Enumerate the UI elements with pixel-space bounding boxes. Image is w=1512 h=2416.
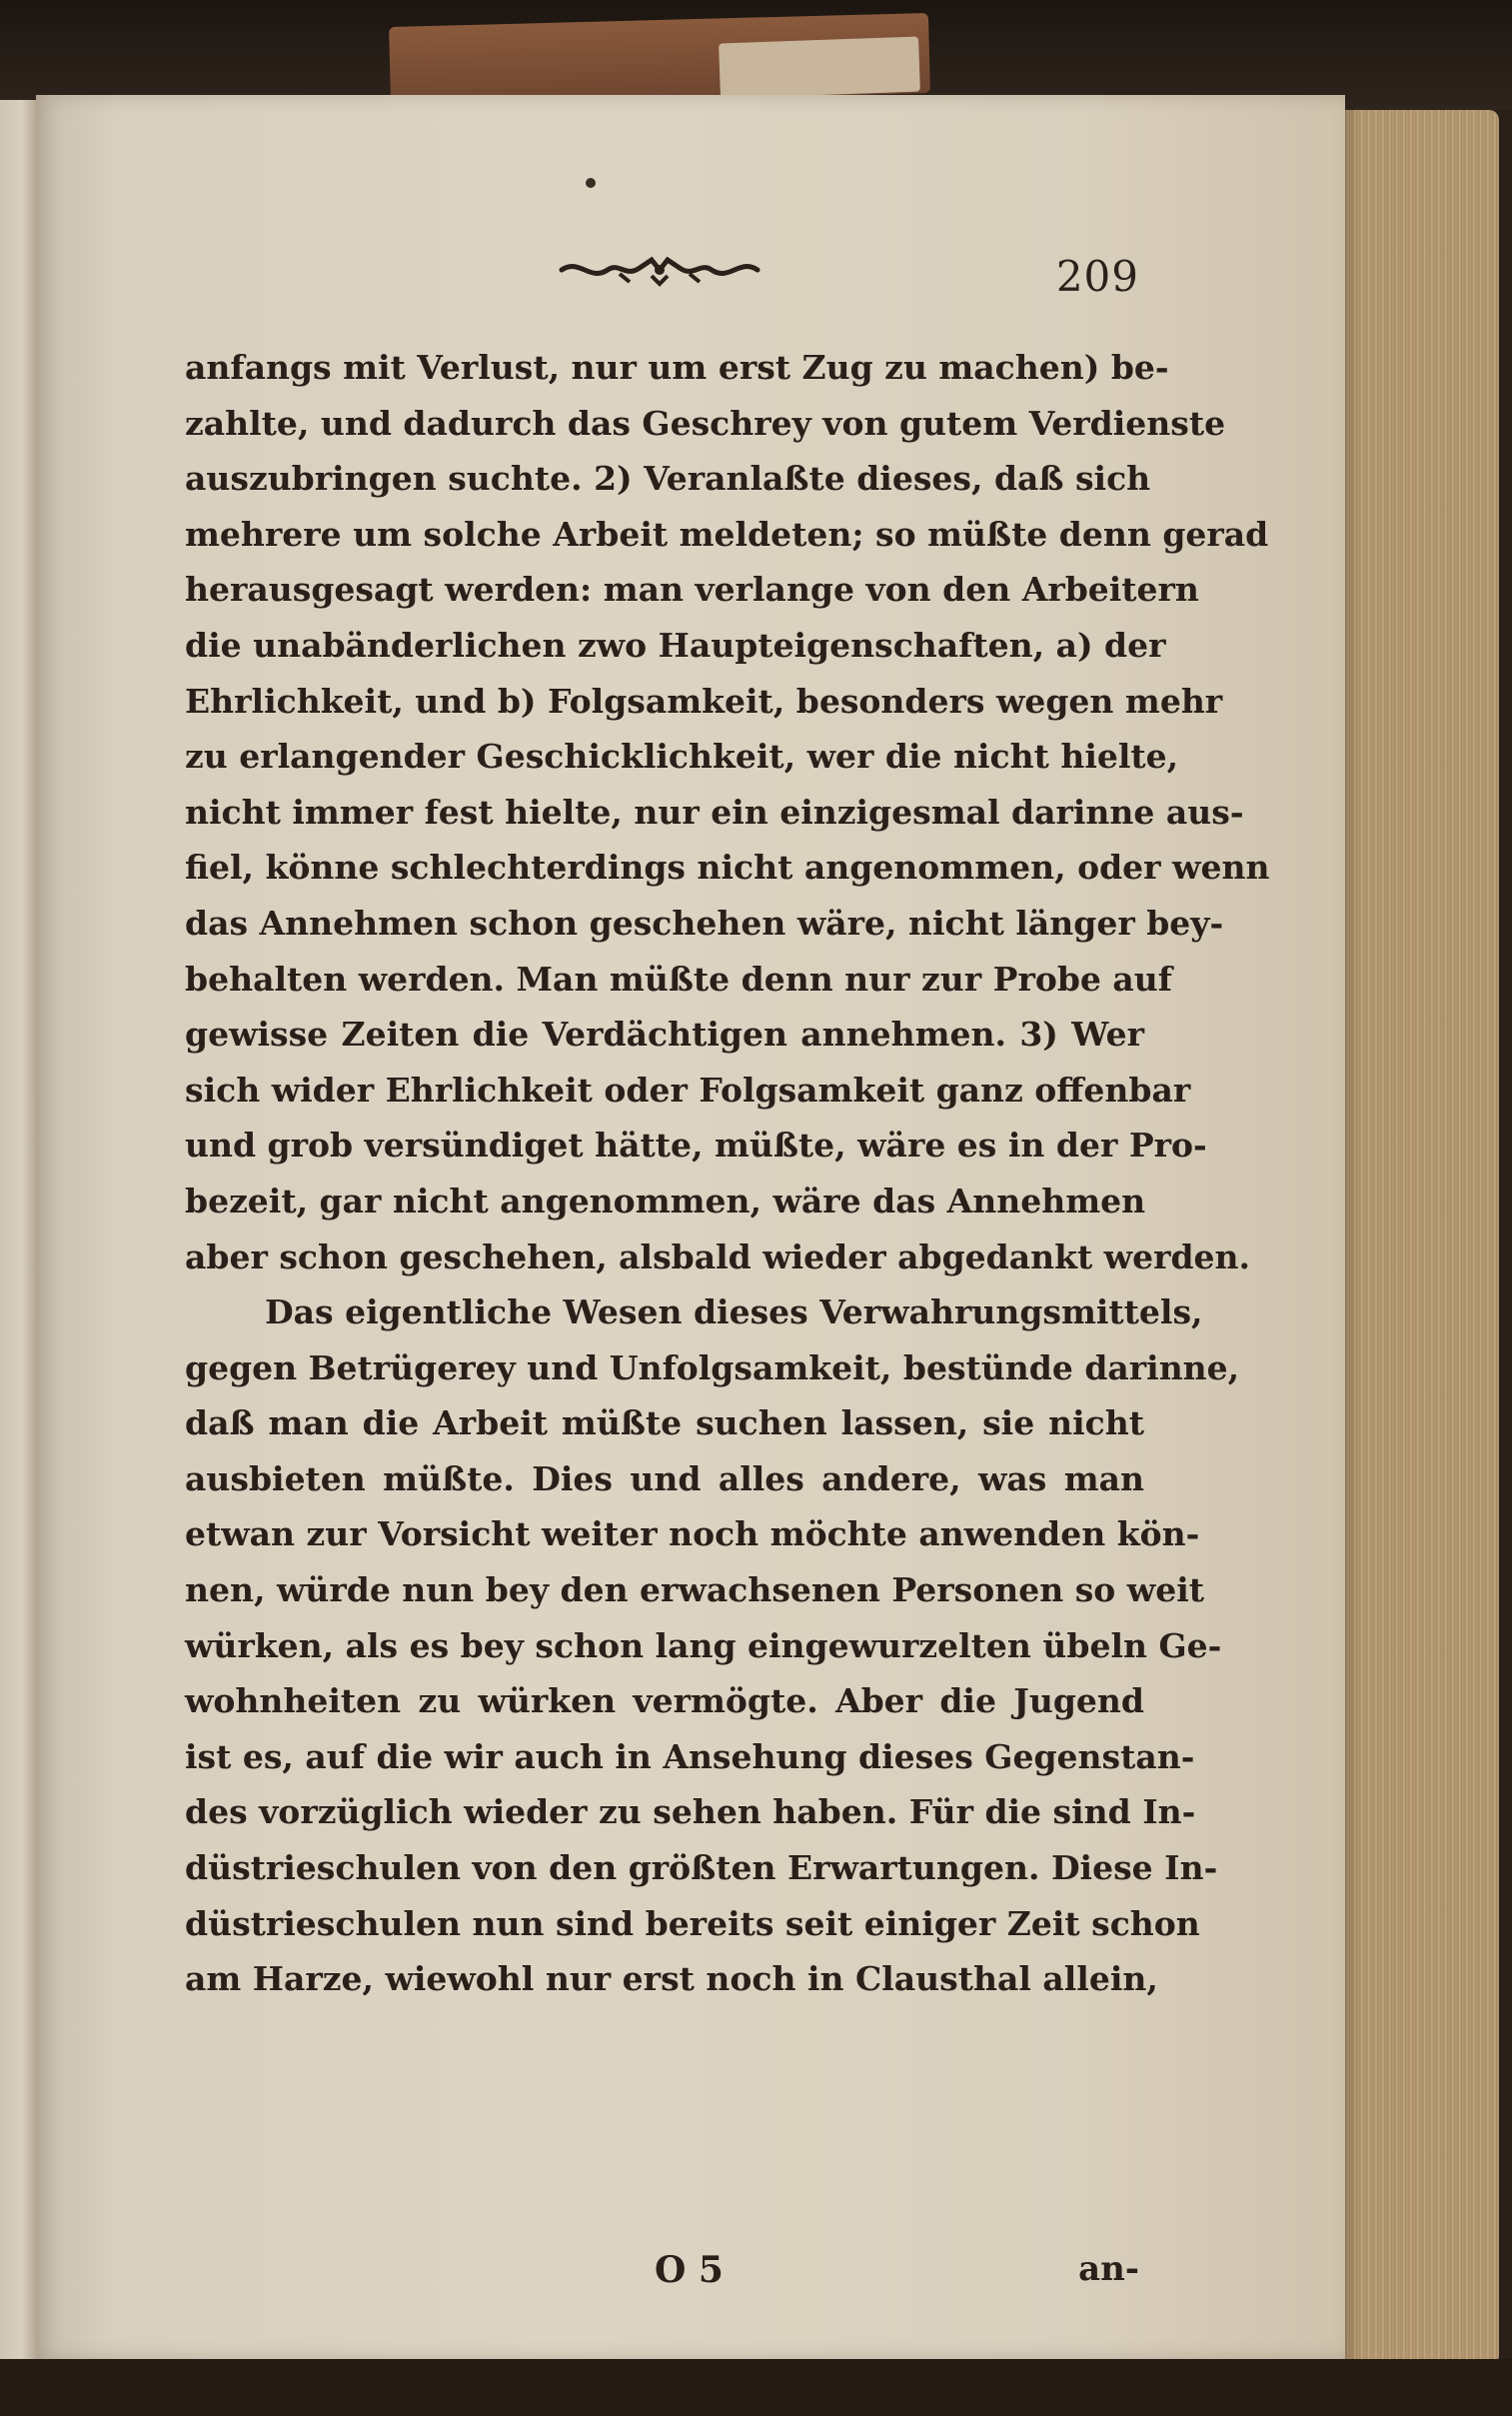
text-line: daß man die Arbeit müßte suchen lassen, sie nicht xyxy=(185,1403,1144,1443)
book-cover-label xyxy=(719,37,920,99)
text-line: fiel, könne schlechterdings nicht angenommen, oder wenn xyxy=(185,848,1270,888)
text-line: wohnheiten zu würken vermögte. Aber die Jugend xyxy=(185,1681,1144,1721)
body-text xyxy=(185,340,1270,2007)
text-line: bezeit, gar nicht angenommen, wäre das Annehmen xyxy=(185,1181,1146,1220)
text-line: Ehrlichkeit, und b) Folgsamkeit, besonders wegen mehr xyxy=(185,681,1223,721)
text-line: nen, würde nun bey den erwachsenen Personen so weit xyxy=(185,1570,1204,1610)
text-line: ausbieten müßte. Dies und alles andere, was man xyxy=(185,1458,1144,1498)
text-line: aber schon geschehen, alsbald wieder abgedankt werden. xyxy=(185,1236,1251,1276)
left-page-edge xyxy=(0,100,36,2359)
text-line: ist es, auf die wir auch in Ansehung dieses Gegenstan- xyxy=(185,1736,1195,1776)
text-line: düstrieschulen von den größten Erwartungen. Diese In- xyxy=(185,1848,1218,1888)
text-line: zu erlangender Geschicklichkeit, wer die nicht hielte, xyxy=(185,737,1179,777)
text-line: würken, als es bey schon lang eingewurzelten übeln Ge- xyxy=(185,1625,1222,1665)
paragraph-start-line: Das eigentliche Wesen dieses Verwahrungsmittels, xyxy=(265,1292,1203,1332)
signature-mark: O 5 xyxy=(655,2249,724,2291)
ink-dot xyxy=(586,178,596,188)
text-line: die unabänderlichen zwo Haupteigenschaften, a) der xyxy=(185,625,1166,665)
text-line: mehrere um solche Arbeit meldeten; so müßte denn gerad xyxy=(185,514,1269,554)
text-line: auszubringen suchte. 2) Veranlaßte dieses, daß sich xyxy=(185,459,1151,499)
page-number: 209 xyxy=(1055,252,1139,301)
text-line: sich wider Ehrlichkeit oder Folgsamkeit ganz offenbar xyxy=(185,1070,1191,1110)
text-line: anfangs mit Verlust, nur um erst Zug zu machen) be- xyxy=(185,348,1169,387)
text-line: düstrieschulen nun sind bereits seit einiger Zeit schon xyxy=(185,1903,1200,1943)
text-line: nicht immer fest hielte, nur ein einzigesmal darinne aus- xyxy=(185,792,1244,832)
background-bottom xyxy=(0,2359,1512,2416)
text-line: behalten werden. Man müßte denn nur zur Probe auf xyxy=(185,959,1172,999)
header-ornament-icon xyxy=(560,248,759,292)
text-line: gegen Betrügerey und Unfolgsamkeit, bestünde darinne, xyxy=(185,1347,1240,1387)
catchword: an- xyxy=(1078,2249,1139,2289)
text-line: und grob versündiget hätte, müßte, wäre es in der Pro- xyxy=(185,1126,1207,1166)
text-line: zahlte, und dadurch das Geschrey von gutem Verdienste xyxy=(185,403,1226,443)
text-line: des vorzüglich wieder zu sehen haben. Für die sind In- xyxy=(185,1792,1196,1832)
text-line: herausgesagt werden: man verlange von den Arbeitern xyxy=(185,570,1199,610)
text-line: gewisse Zeiten die Verdächtigen annehmen. 3) Wer xyxy=(185,1015,1144,1055)
text-line: etwan zur Vorsicht weiter noch möchte anwenden kön- xyxy=(185,1514,1200,1554)
text-line: am Harze, wiewohl nur erst noch in Clausthal allein, xyxy=(185,1959,1158,1999)
text-line: das Annehmen schon geschehen wäre, nicht länger bey- xyxy=(185,903,1224,943)
